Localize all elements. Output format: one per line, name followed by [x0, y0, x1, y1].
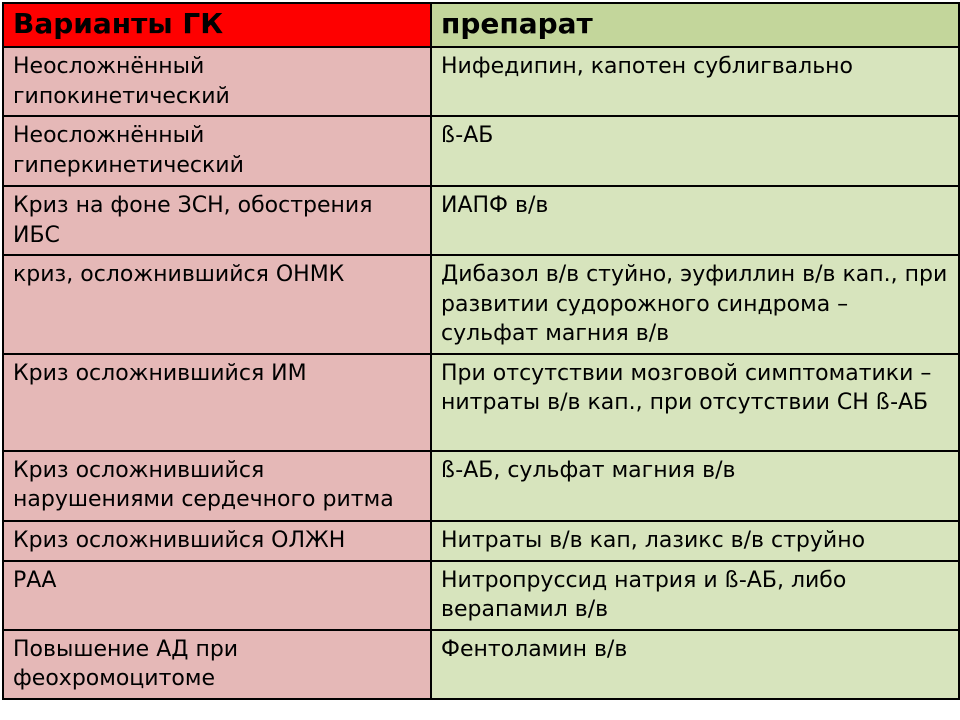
table-row [3, 47, 959, 116]
variant-cell: Криз на фоне ЗСН, обострения ИБС [3, 186, 431, 255]
header-row [3, 3, 959, 47]
table-row [3, 255, 959, 353]
hypertensive-crisis-table [2, 2, 960, 700]
table-row [3, 186, 959, 255]
table-row [3, 451, 959, 521]
table-row [3, 630, 959, 699]
variant-cell: Неосложнённый гиперкинетический [3, 116, 431, 186]
drug-cell: Дибазол в/в стуйно, эуфиллин в/в кап., при развитии судорожного синдрома – сульфат магния в/в [431, 255, 959, 353]
drug-cell: При отсутствии мозговой симптоматики – нитраты в/в кап., при отсутствии СН ß-АБ [431, 354, 959, 451]
drug-cell: ß-АБ, сульфат магния в/в [431, 451, 959, 521]
table-row [3, 116, 959, 186]
table-body [3, 47, 959, 698]
table-row [3, 521, 959, 561]
drug-cell: Нифедипин, капотен сублигвально [431, 47, 959, 116]
variant-cell: Криз осложнившийся ОЛЖН [3, 521, 431, 561]
variant-cell: РАА [3, 561, 431, 630]
drug-cell: Нитропруссид натрия и ß-АБ, либо верапамил в/в [431, 561, 959, 630]
drug-cell: Нитраты в/в кап, лазикс в/в струйно [431, 521, 959, 561]
variant-cell: Криз осложнившийся нарушениями сердечного ритма [3, 451, 431, 521]
column-header-drug: препарат [431, 3, 959, 47]
drug-cell: ИАПФ в/в [431, 186, 959, 255]
slide [0, 2, 960, 720]
variant-cell: криз, осложнившийся ОНМК [3, 255, 431, 353]
drug-cell: Фентоламин в/в [431, 630, 959, 699]
variant-cell: Неосложнённый гипокинетический [3, 47, 431, 116]
table-row [3, 561, 959, 630]
drug-cell: ß-АБ [431, 116, 959, 186]
table-row [3, 354, 959, 451]
table-header [3, 3, 959, 47]
variant-cell: Криз осложнившийся ИМ [3, 354, 431, 451]
column-header-variants: Варианты ГК [3, 3, 431, 47]
variant-cell: Повышение АД при феохромоцитоме [3, 630, 431, 699]
